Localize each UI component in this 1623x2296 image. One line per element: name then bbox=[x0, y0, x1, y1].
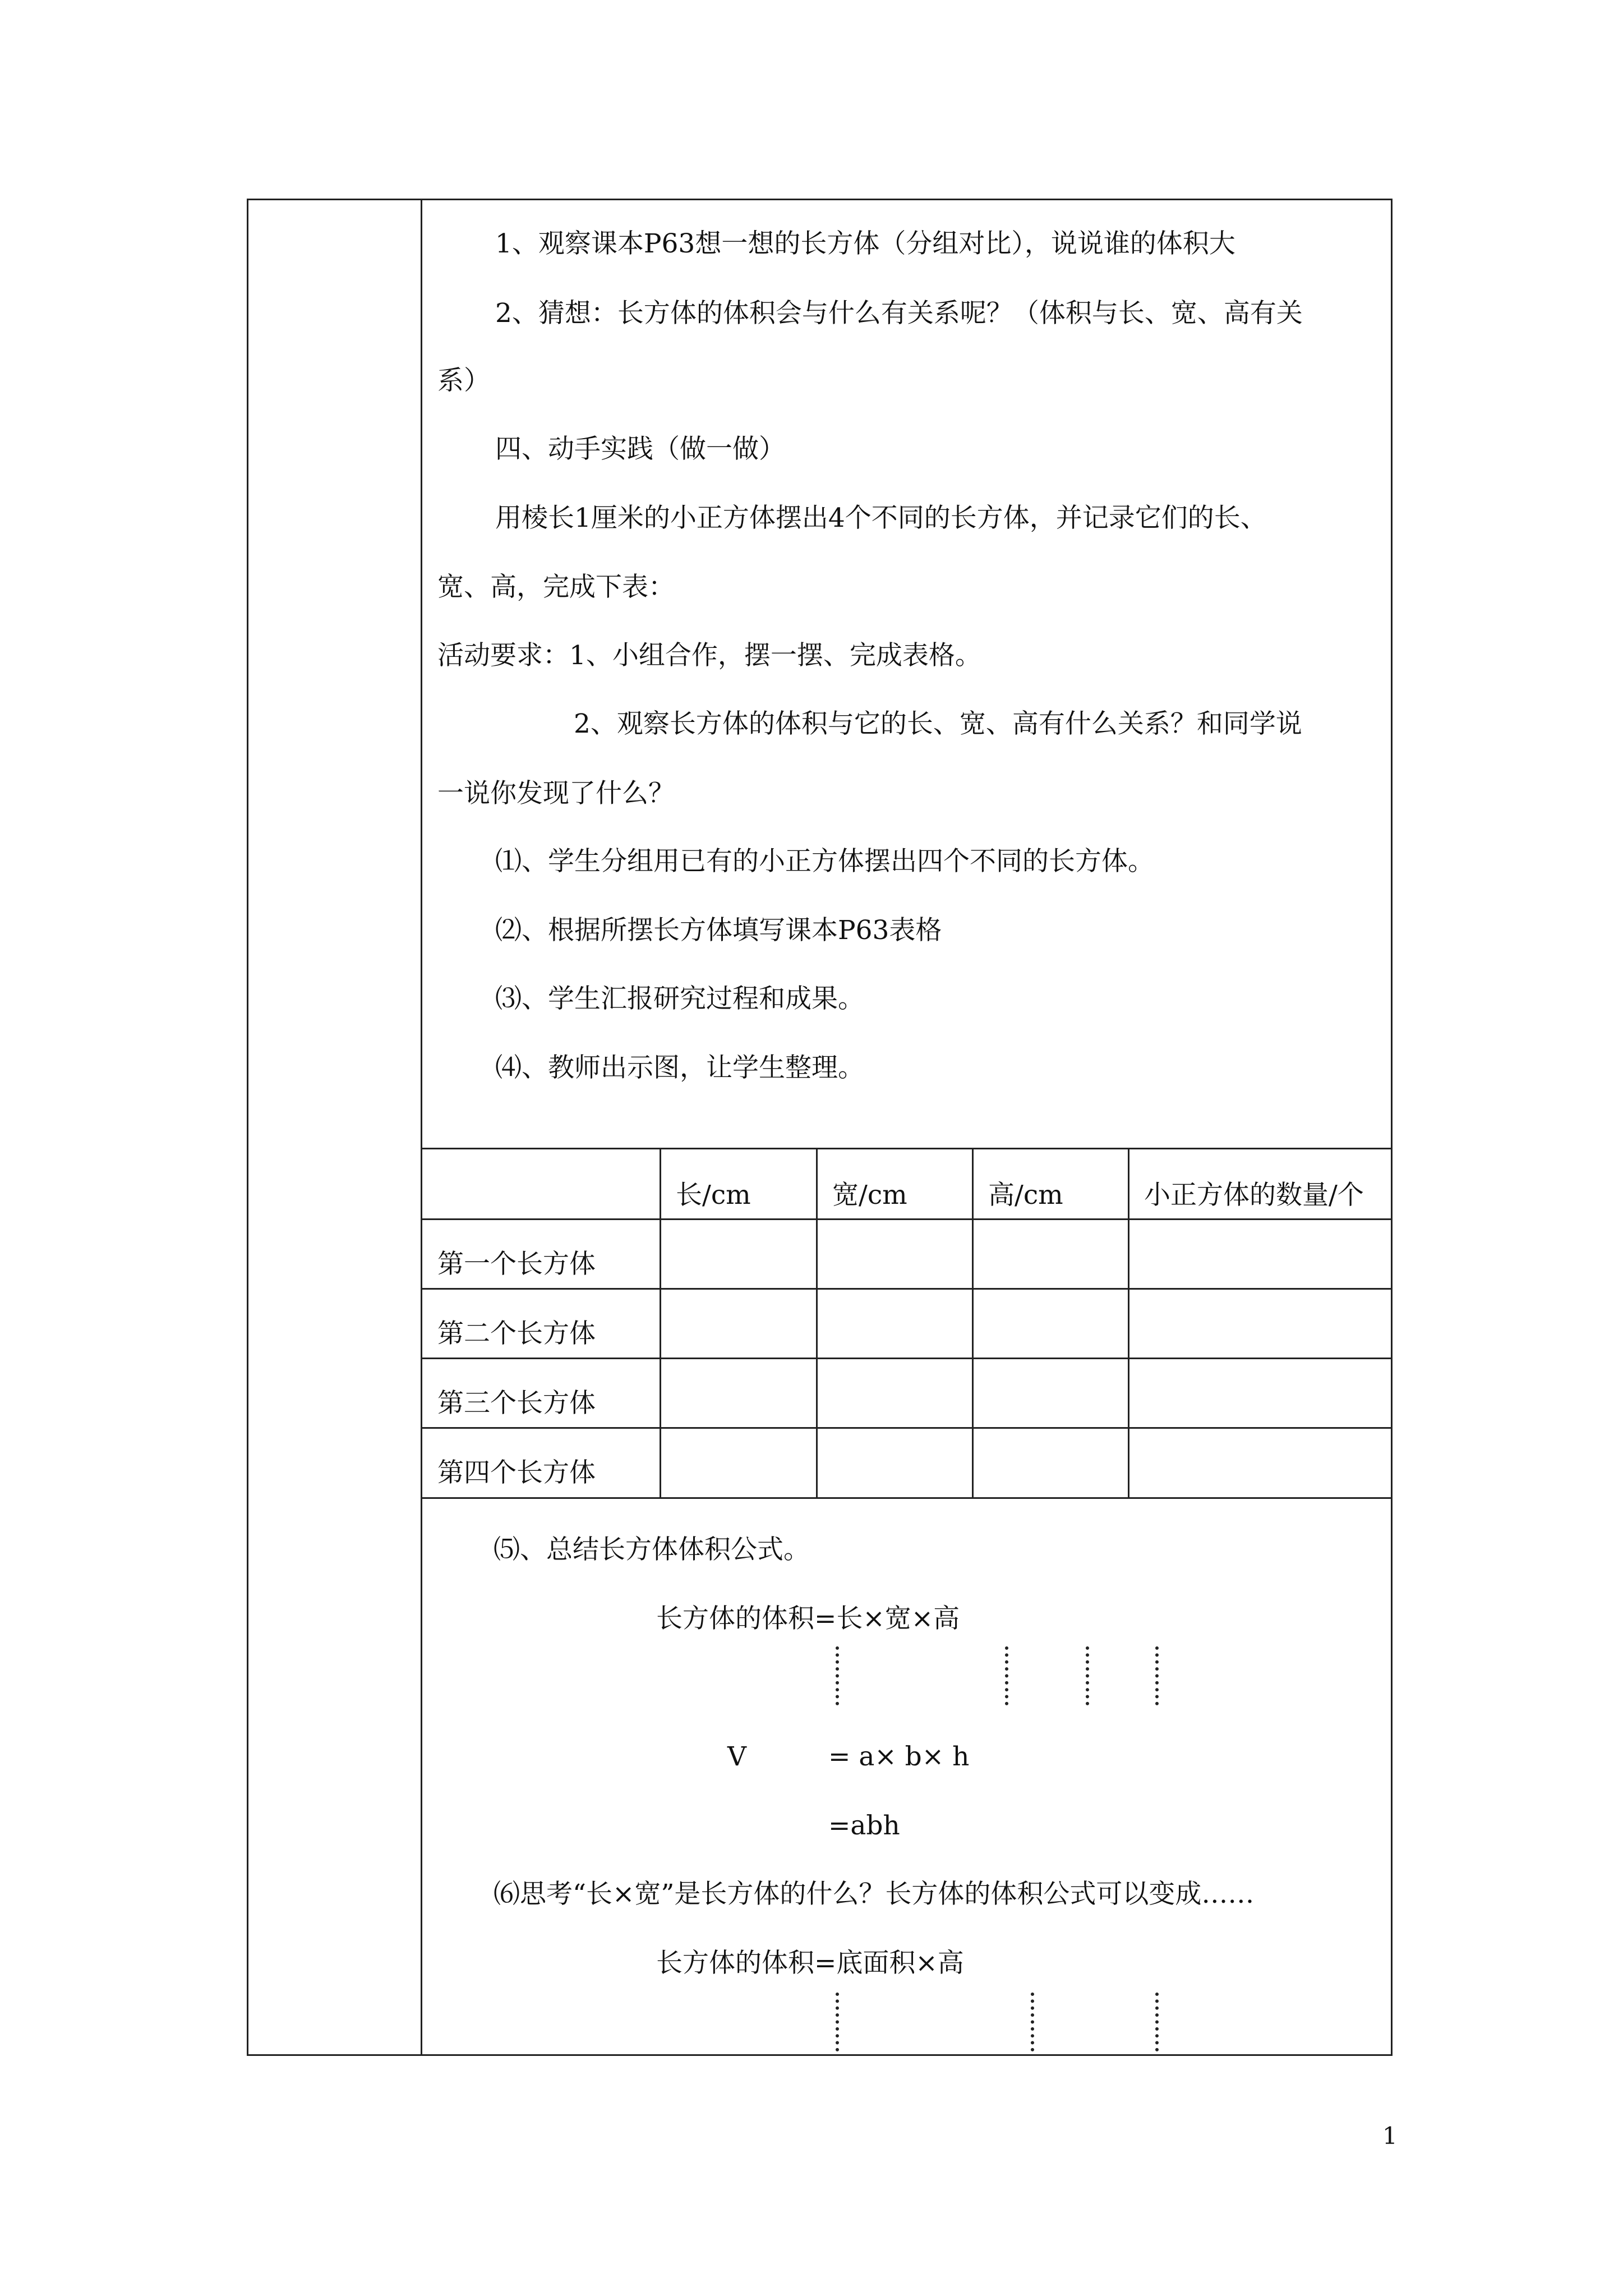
table-header-height: 高/cm bbox=[988, 1180, 1063, 1211]
table-top bbox=[421, 1148, 1393, 1149]
frame-top bbox=[247, 199, 1393, 200]
frame-bottom bbox=[247, 2054, 1393, 2056]
formula-letters: = a× b× h bbox=[828, 1741, 970, 1772]
table-bottom bbox=[421, 1497, 1393, 1499]
text-line-12: ⑶、学生汇报研究过程和成果。 bbox=[495, 983, 864, 1014]
dotted-connector-6 bbox=[1031, 1993, 1034, 2051]
table-col-line-4 bbox=[1128, 1148, 1129, 1499]
formula-abh: =abh bbox=[828, 1810, 900, 1841]
table-row-label-1: 第一个长方体 bbox=[437, 1249, 596, 1280]
dotted-connector-5 bbox=[836, 1993, 839, 2051]
table-header-length: 长/cm bbox=[676, 1180, 751, 1211]
dotted-connector-3 bbox=[1086, 1646, 1089, 1705]
formula-volume-words: 长方体的体积=长×宽×高 bbox=[656, 1603, 960, 1634]
frame-right bbox=[1391, 199, 1393, 2056]
frame-divider bbox=[421, 199, 422, 2056]
table-col-line-1 bbox=[660, 1148, 661, 1499]
formula-v-symbol: V bbox=[727, 1741, 746, 1772]
text-line-6: 宽、高，完成下表： bbox=[437, 572, 675, 602]
text-line-11: ⑵、根据所摆长方体填写课本P63表格 bbox=[495, 915, 942, 946]
table-row-label-3: 第三个长方体 bbox=[437, 1388, 596, 1419]
text-line-2: 2、猜想：长方体的体积会与什么有关系呢？（体积与长、宽、高有关 bbox=[495, 298, 1303, 329]
text-line-10: ⑴、学生分组用已有的小正方体摆出四个不同的长方体。 bbox=[495, 846, 1154, 877]
table-row-label-4: 第四个长方体 bbox=[437, 1457, 596, 1488]
table-header-width: 宽/cm bbox=[832, 1180, 907, 1211]
text-line-4: 四、动手实践（做一做） bbox=[495, 434, 785, 464]
text-line-13: ⑷、教师出示图，让学生整理。 bbox=[495, 1052, 864, 1083]
table-row-line-4 bbox=[421, 1427, 1393, 1429]
table-col-line-3 bbox=[972, 1148, 974, 1499]
dotted-connector-1 bbox=[836, 1646, 839, 1705]
table-header-count: 小正方体的数量/个 bbox=[1144, 1180, 1364, 1211]
text-line-3: 系） bbox=[437, 365, 490, 396]
dotted-connector-2 bbox=[1005, 1646, 1008, 1705]
text-line-8: 2、观察长方体的体积与它的长、宽、高有什么关系？和同学说 bbox=[574, 708, 1302, 739]
table-row-line-3 bbox=[421, 1358, 1393, 1359]
table-row-label-2: 第二个长方体 bbox=[437, 1318, 596, 1349]
formula-base-area: 长方体的体积=底面积×高 bbox=[656, 1948, 964, 1978]
text-line-1: 1、观察课本P63想一想的长方体（分组对比），说说谁的体积大 bbox=[495, 228, 1235, 259]
text-line-5: 用棱长1厘米的小正方体摆出4个不同的长方体，并记录它们的长、 bbox=[495, 503, 1267, 533]
table-col-line-2 bbox=[816, 1148, 818, 1499]
dotted-connector-7 bbox=[1155, 1993, 1159, 2051]
table-row-line-2 bbox=[421, 1288, 1393, 1290]
step-5-text: ⑸、总结长方体体积公式。 bbox=[494, 1534, 810, 1565]
dotted-connector-4 bbox=[1155, 1646, 1159, 1705]
step-6-text: ⑹思考“长×宽”是长方体的什么？长方体的体积公式可以变成…… bbox=[494, 1879, 1255, 1910]
text-line-9: 一说你发现了什么？ bbox=[437, 778, 675, 809]
text-line-7: 活动要求：1、小组合作，摆一摆、完成表格。 bbox=[437, 640, 981, 671]
table-row-line-1 bbox=[421, 1218, 1393, 1220]
frame-left bbox=[247, 199, 248, 2056]
page-number: 1 bbox=[1382, 2122, 1398, 2150]
